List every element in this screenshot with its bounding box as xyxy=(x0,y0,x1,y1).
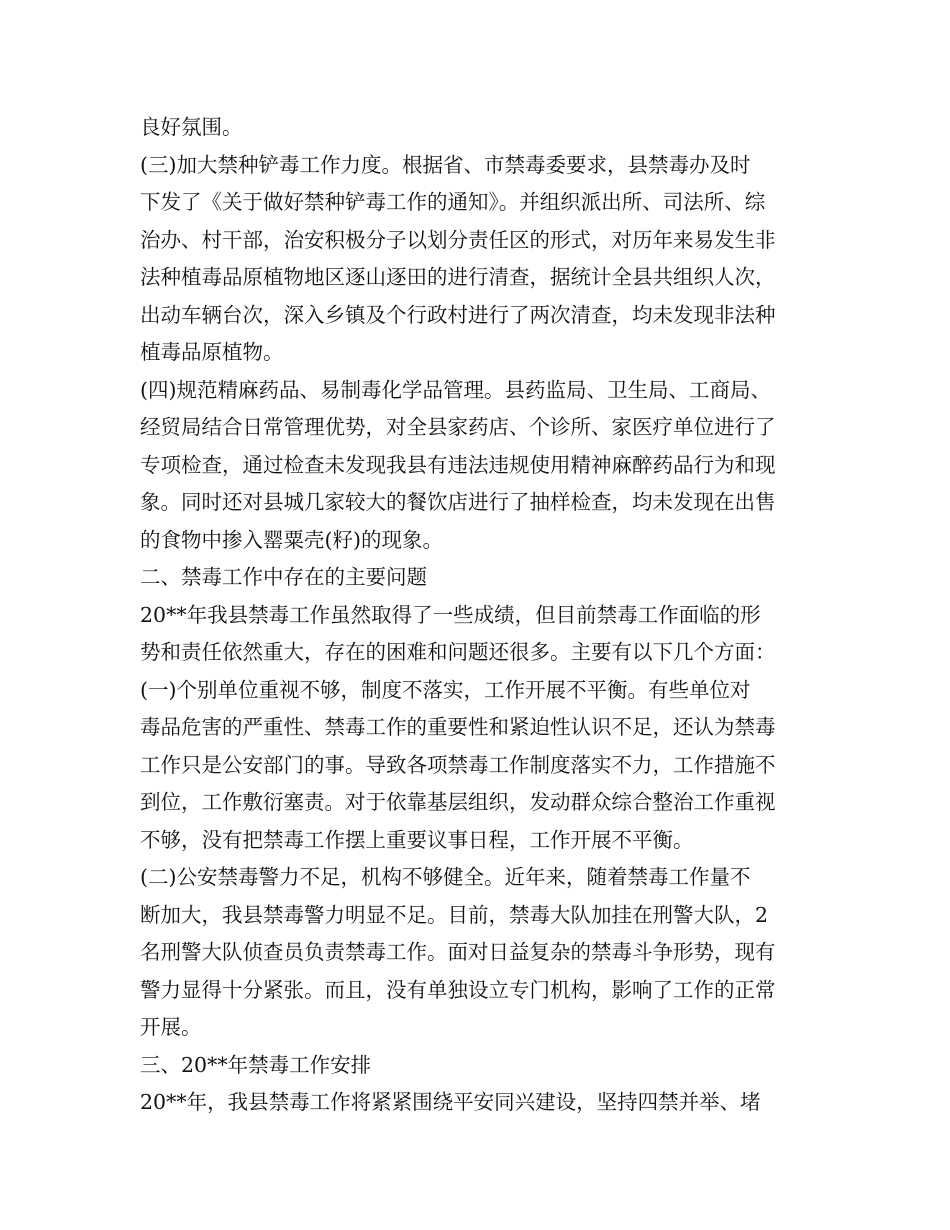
text-line: 20**年，我县禁毒工作将紧紧围绕平安同兴建设，坚持四禁并举、堵 xyxy=(140,1090,761,1114)
text-line: 警力显得十分紧张。而且，没有单独设立专门机构，影响了工作的正常 xyxy=(140,977,776,1002)
text-line: 象。同时还对县城几家较大的餐饮店进行了抽样检查，均未发现在出售 xyxy=(140,490,776,514)
text-line: 20**年我县禁毒工作虽然取得了一些成绩，但目前禁毒工作面临的形 xyxy=(140,602,761,627)
text-line: 治办、村干部，治安积极分子以划分责任区的形式，对历年来易发生非 xyxy=(140,227,776,252)
text-line: 植毒品原植物。 xyxy=(140,340,284,364)
text-line: 法种植毒品原植物地区逐山逐田的进行清查，据统计全县共组织人次， xyxy=(140,265,776,289)
text-line: 专项检查，通过检查未发现我县有违法违规使用精神麻醉药品行为和现 xyxy=(140,452,776,477)
text-line: 开展。 xyxy=(140,1015,202,1039)
section-heading: 二、禁毒工作中存在的主要问题 xyxy=(140,565,427,589)
text-line: 不够，没有把禁毒工作摆上重要议事日程，工作开展不平衡。 xyxy=(140,827,694,852)
text-line: 下发了《关于做好禁种铲毒工作的通知》。并组织派出所、司法所、综 xyxy=(140,190,766,214)
document-body xyxy=(140,109,830,1122)
text-line: 的食物中掺入罂粟壳(籽)的现象。 xyxy=(140,527,443,552)
text-line: 良好氛围。 xyxy=(140,115,243,139)
text-line: (四)规范精麻药品、易制毒化学品管理。县药监局、卫生局、工商局、 xyxy=(140,377,771,402)
text-line: (三)加大禁种铲毒工作力度。根据省、市禁毒委要求，县禁毒办及时 xyxy=(140,152,751,177)
text-line: 断加大，我县禁毒警力明显不足。目前，禁毒大队加挂在刑警大队，2 xyxy=(140,902,769,927)
text-line: (二)公安禁毒警力不足，机构不够健全。近年来，随着禁毒工作量不 xyxy=(140,865,751,889)
text-line: 毒品危害的严重性、禁毒工作的重要性和紧迫性认识不足，还认为禁毒 xyxy=(140,715,776,739)
text-line: 势和责任依然重大，存在的困难和问题还很多。主要有以下几个方面： xyxy=(140,640,776,664)
text-line: 经贸局结合日常管理优势，对全县家药店、个诊所、家医疗单位进行了 xyxy=(140,415,776,439)
text-line: (一)个别单位重视不够，制度不落实，工作开展不平衡。有些单位对 xyxy=(140,677,751,702)
text-line: 工作只是公安部门的事。导致各项禁毒工作制度落实不力，工作措施不 xyxy=(140,752,776,777)
section-heading: 三、20**年禁毒工作安排 xyxy=(140,1052,372,1077)
text-line: 出动车辆台次，深入乡镇及个行政村进行了两次清查，均未发现非法种 xyxy=(140,302,776,327)
text-line: 到位，工作敷衍塞责。对于依靠基层组织，发动群众综合整治工作重视 xyxy=(140,790,776,814)
text-line: 名刑警大队侦查员负责禁毒工作。面对日益复杂的禁毒斗争形势，现有 xyxy=(140,940,776,964)
